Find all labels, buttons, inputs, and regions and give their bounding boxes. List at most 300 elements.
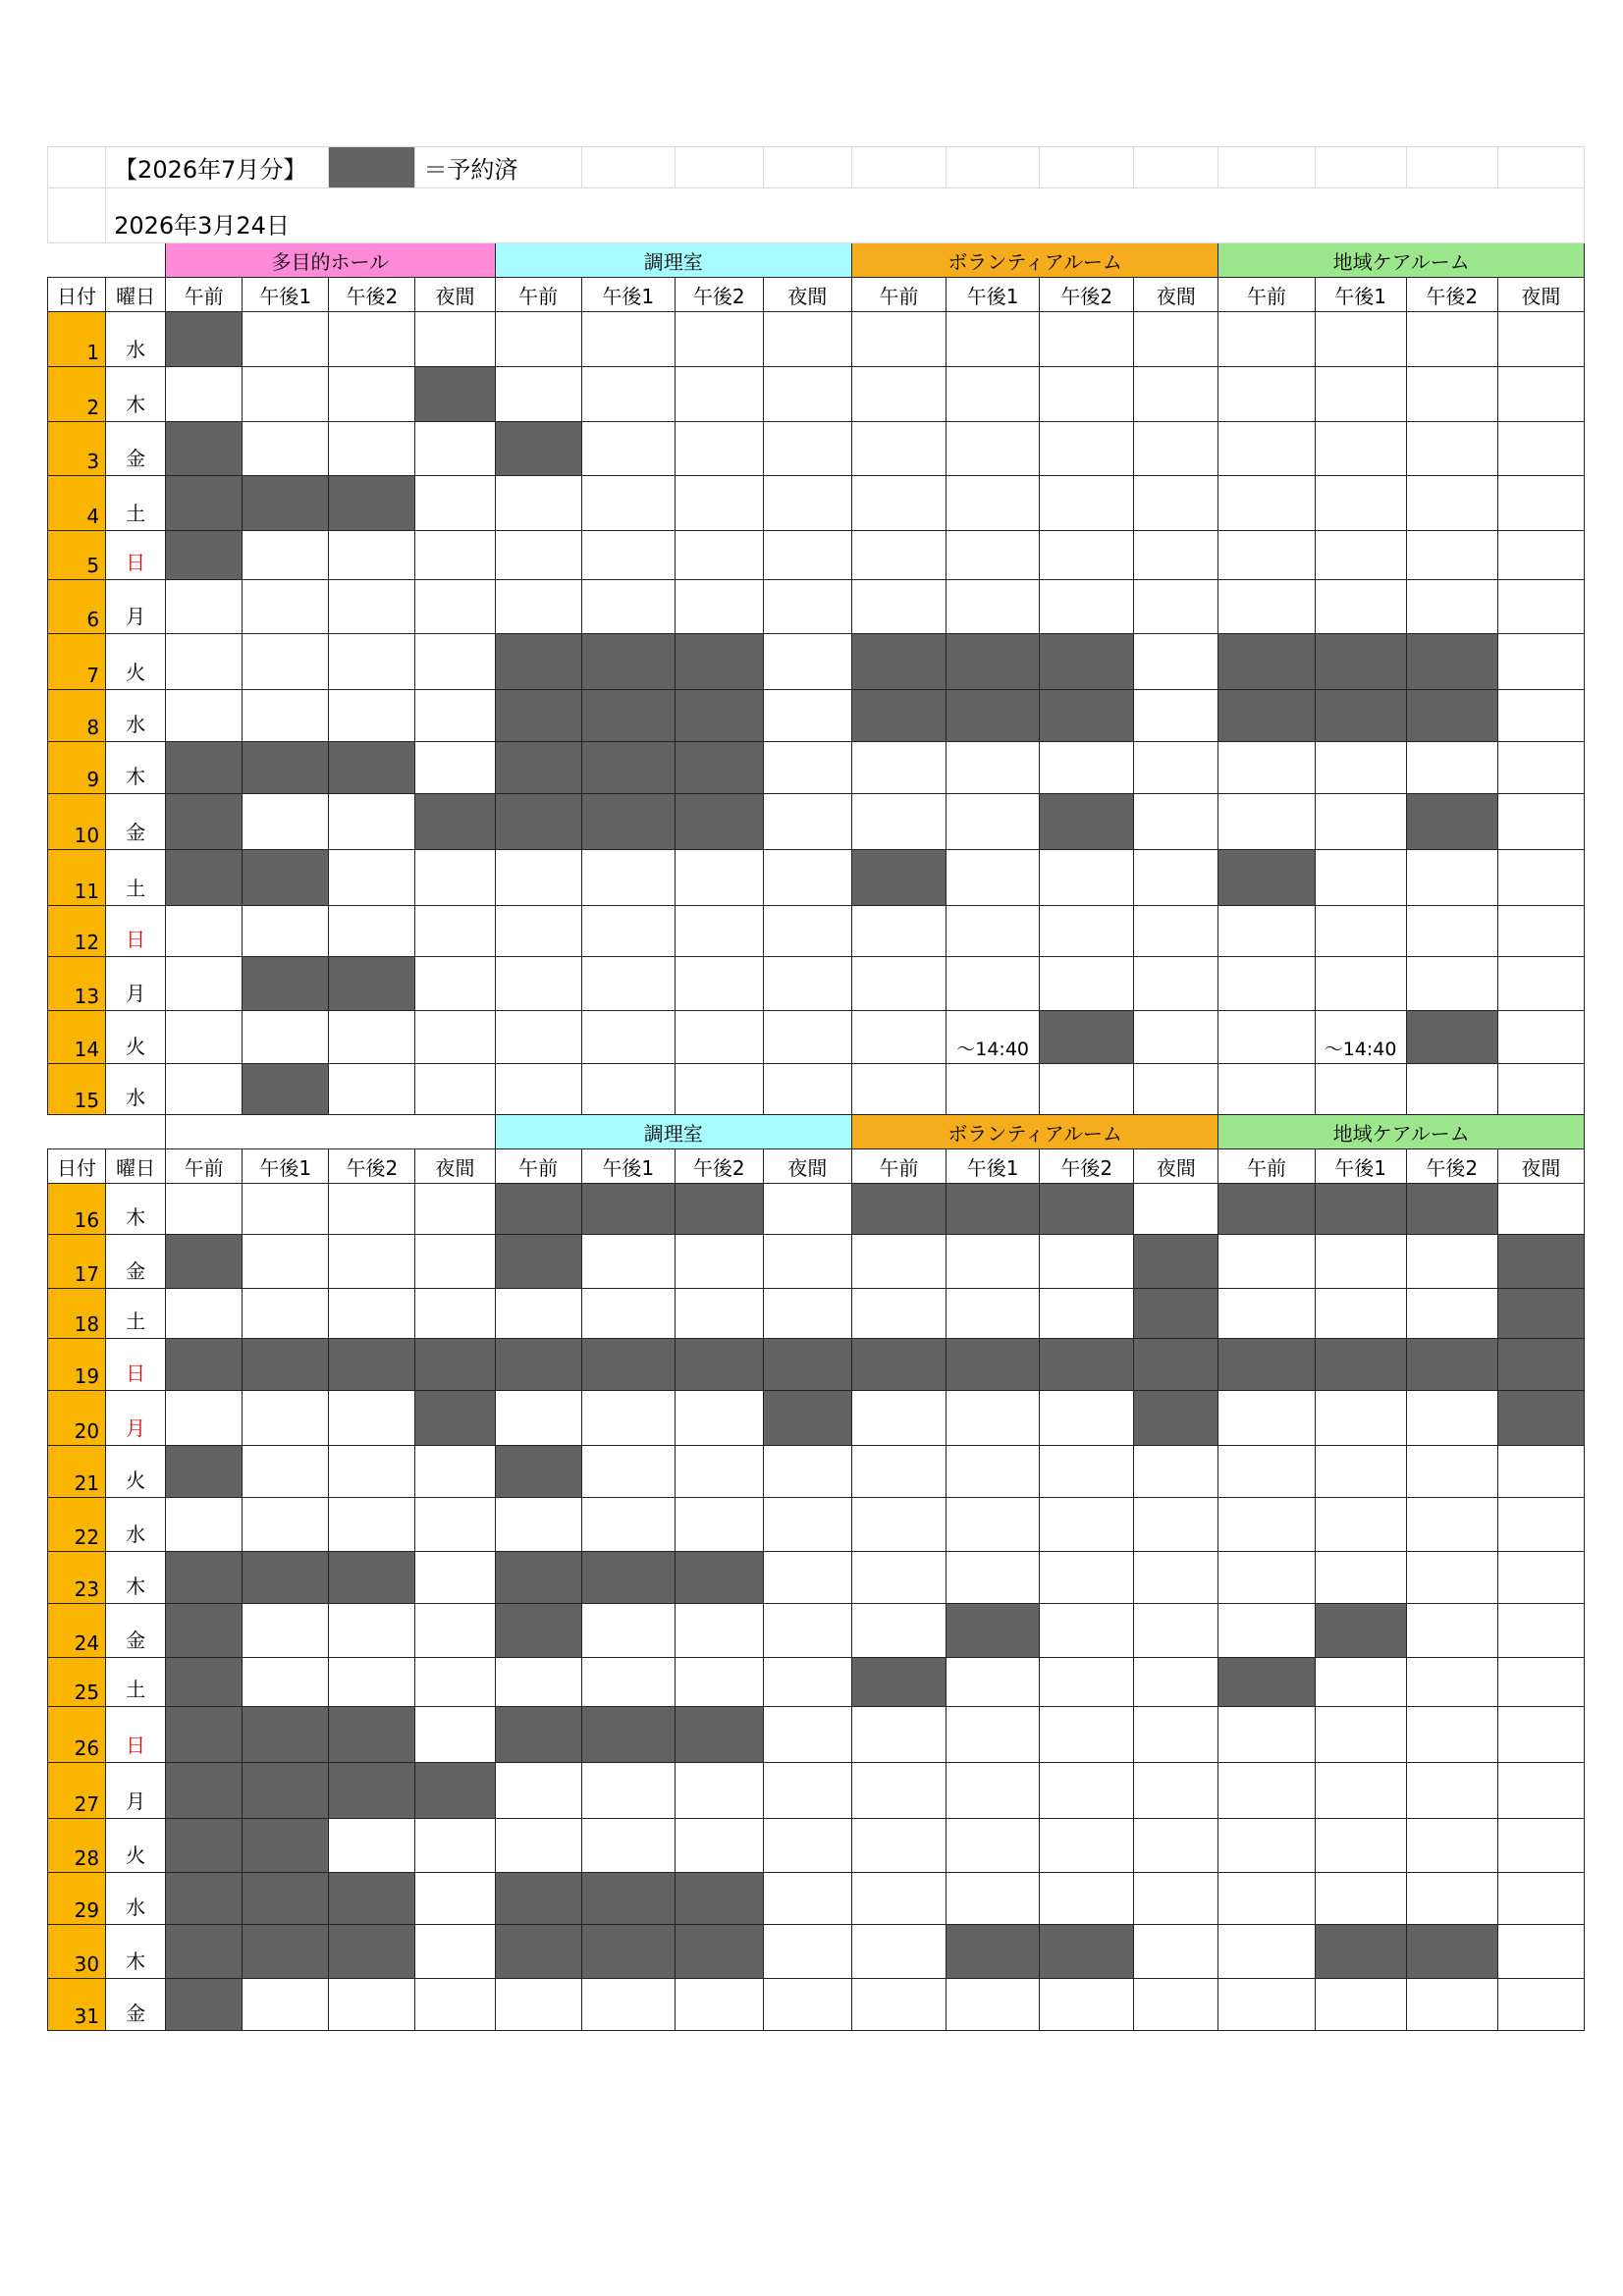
booked-cell [166,794,243,850]
slot-cell [763,742,851,794]
slot-cell [851,742,946,794]
booked-cell [243,1707,329,1763]
booked-cell [415,794,495,850]
slot-cell [1315,906,1406,957]
slot-cell [581,906,675,957]
slot-cell [1134,906,1218,957]
date-cell: 13 [48,957,106,1011]
slot-cell [1497,1873,1584,1925]
slot-cell [851,1979,946,2031]
room-header: 調理室 [495,1115,851,1149]
slot-cell [947,1552,1040,1604]
slot-cell [1406,1391,1497,1446]
slot-cell [1040,1979,1134,2031]
day-row [48,312,1585,367]
booked-cell [675,1339,763,1391]
slot-cell [1497,850,1584,906]
slot-cell [243,794,329,850]
slot-cell [763,367,851,422]
slot-cell [1497,1925,1584,1979]
booked-cell [947,634,1040,690]
slot-cell [675,1819,763,1873]
slot-cell [1218,1235,1315,1289]
slot-cell [1406,957,1497,1011]
date-cell: 23 [48,1552,106,1604]
slot-cell [1497,1498,1584,1552]
slot-header: 午前 [851,278,946,312]
slot-cell [1218,1925,1315,1979]
slot-cell [763,690,851,742]
slot-cell [1497,1011,1584,1064]
slot-cell [415,906,495,957]
slot-cell [675,312,763,367]
blank-cell [1315,147,1406,188]
slot-cell [166,367,243,422]
header-spacer [48,243,166,278]
slot-cell [1218,1289,1315,1339]
date-cell: 27 [48,1763,106,1819]
booked-cell [1497,1235,1584,1289]
slot-cell [166,906,243,957]
slot-cell [1218,1979,1315,2031]
slot-cell [1497,742,1584,794]
slot-cell [1406,312,1497,367]
booked-cell [1040,1925,1134,1979]
booked-cell [1406,1339,1497,1391]
booked-cell [1218,1658,1315,1707]
slot-cell [1134,690,1218,742]
booked-cell [1134,1235,1218,1289]
slot-cell [1497,531,1584,580]
slot-cell [851,1925,946,1979]
room-header-empty [166,1115,495,1149]
booked-cell [581,690,675,742]
slot-cell [1040,580,1134,634]
weekday-cell: 月 [106,580,166,634]
booked-cell [329,1873,415,1925]
slot-cell [415,1707,495,1763]
slot-cell [763,634,851,690]
slot-cell [1315,312,1406,367]
slot-cell [415,690,495,742]
date-cell: 25 [48,1658,106,1707]
slot-cell [947,1707,1040,1763]
booked-cell [166,312,243,367]
blank-cell [1040,147,1134,188]
slot-cell [763,1763,851,1819]
slot-cell [243,1604,329,1658]
slot-cell [166,1184,243,1235]
slot-cell [1218,1011,1315,1064]
slot-cell [1134,422,1218,476]
slot-cell [675,1604,763,1658]
slot-cell [763,794,851,850]
weekday-cell: 日 [106,906,166,957]
slot-cell [415,476,495,531]
date-cell: 15 [48,1064,106,1115]
weekday-cell: 木 [106,1552,166,1604]
slot-cell [1315,1289,1406,1339]
slot-cell [329,1184,415,1235]
slot-cell [851,531,946,580]
slot-cell [329,794,415,850]
slot-cell [243,1391,329,1446]
slot-cell [763,476,851,531]
slot-cell [851,1819,946,1873]
booked-cell [166,1873,243,1925]
slot-cell [1134,1763,1218,1819]
reservation-table [47,146,1585,2031]
booked-cell [495,1339,581,1391]
day-row [48,1184,1585,1235]
slot-header: 午後2 [1040,278,1134,312]
weekday-cell: 金 [106,1979,166,2031]
slot-cell [243,531,329,580]
slot-cell [243,634,329,690]
booked-cell [581,1184,675,1235]
slot-header: 午後2 [675,278,763,312]
weekday-cell: 金 [106,794,166,850]
slot-cell [415,1552,495,1604]
slot-cell [763,1658,851,1707]
slot-cell [1040,531,1134,580]
booked-cell [675,690,763,742]
slot-cell [243,1184,329,1235]
weekday-cell: 金 [106,1235,166,1289]
slot-cell [763,1235,851,1289]
booked-cell [1406,634,1497,690]
slot-cell [763,1979,851,2031]
day-row [48,1819,1585,1873]
slot-cell [1218,957,1315,1011]
slot-cell [329,850,415,906]
slot-cell [851,1235,946,1289]
booked-cell [1315,634,1406,690]
slot-header: 午後2 [329,1149,415,1184]
slot-cell [415,1979,495,2031]
slot-cell [1218,1819,1315,1873]
slot-cell [581,1011,675,1064]
slot-cell [581,476,675,531]
slot-cell [495,1391,581,1446]
slot-cell [1040,957,1134,1011]
slot-cell [329,1235,415,1289]
booked-cell [415,1391,495,1446]
blank-cell [581,147,675,188]
day-row [48,1064,1585,1115]
room-header: ボランティアルーム [851,243,1217,278]
booked-cell [675,1925,763,1979]
slot-cell [1315,1873,1406,1925]
slot-cell [1497,1552,1584,1604]
booked-cell [851,1184,946,1235]
booked-cell [329,476,415,531]
slot-cell [1134,957,1218,1011]
slot-cell [1497,1064,1584,1115]
slot-cell [1497,690,1584,742]
slot-cell [415,1064,495,1115]
slot-cell [495,1763,581,1819]
date-cell: 14 [48,1011,106,1064]
slot-cell [1218,906,1315,957]
date-cell: 16 [48,1184,106,1235]
slot-cell [675,1011,763,1064]
slot-cell [415,1925,495,1979]
slot-cell [1134,1658,1218,1707]
booked-cell [166,476,243,531]
slot-cell [415,1184,495,1235]
col-header-date: 日付 [48,278,106,312]
date-cell: 6 [48,580,106,634]
slot-cell [947,367,1040,422]
booked-cell [329,1763,415,1819]
slot-cell [581,1391,675,1446]
day-row [48,1289,1585,1339]
weekday-cell: 月 [106,1763,166,1819]
slot-cell [495,1658,581,1707]
slot-cell [329,1604,415,1658]
slot-cell [1218,1873,1315,1925]
booked-cell [495,794,581,850]
slot-cell [1315,1819,1406,1873]
slot-cell [1315,1446,1406,1498]
slot-cell [851,1552,946,1604]
slot-cell [675,906,763,957]
booked-cell [763,1339,851,1391]
weekday-cell: 土 [106,1658,166,1707]
booked-cell [243,1064,329,1115]
slot-cell [1315,476,1406,531]
slot-cell [243,312,329,367]
booked-cell [1315,1339,1406,1391]
booked-cell [581,634,675,690]
slot-cell [1134,850,1218,906]
slot-cell [947,794,1040,850]
weekday-cell: 日 [106,1707,166,1763]
slot-cell [495,580,581,634]
slot-cell [763,1707,851,1763]
slot-cell [851,476,946,531]
slot-cell [1134,1552,1218,1604]
slot-cell [1315,1498,1406,1552]
slot-cell [947,742,1040,794]
slot-cell [329,1979,415,2031]
booked-cell [851,634,946,690]
slot-cell [581,1446,675,1498]
booked-cell [166,531,243,580]
slot-cell [243,1658,329,1707]
legend-text: ＝予約済 [415,147,581,188]
booked-cell [495,1925,581,1979]
slot-cell [947,422,1040,476]
slot-cell [581,1235,675,1289]
slot-cell [763,1604,851,1658]
slot-header: 夜間 [1497,1149,1584,1184]
slot-cell [675,1391,763,1446]
booked-cell [495,634,581,690]
slot-cell [1040,1819,1134,1873]
slot-cell [1134,1604,1218,1658]
day-row [48,634,1585,690]
slot-cell [1406,476,1497,531]
slot-cell [763,422,851,476]
slot-cell [243,1446,329,1498]
booked-cell [1406,794,1497,850]
slot-cell [329,1391,415,1446]
slot-cell [1218,794,1315,850]
slot-cell [1406,742,1497,794]
slot-cell [1134,1873,1218,1925]
slot-cell [1406,1064,1497,1115]
blank-cell [947,147,1040,188]
slot-cell [581,957,675,1011]
booked-cell [329,1552,415,1604]
col-header-date: 日付 [48,1149,106,1184]
slot-cell [415,634,495,690]
slot-cell [1497,957,1584,1011]
date-cell: 31 [48,1979,106,2031]
slot-cell [1218,1604,1315,1658]
slot-cell [763,1552,851,1604]
booked-cell [1218,850,1315,906]
slot-cell [1406,1498,1497,1552]
sheet-title: 【2026年7月分】 [106,147,329,188]
slot-cell [1040,906,1134,957]
slot-cell [1218,742,1315,794]
slot-cell [1040,1289,1134,1339]
slot-cell [495,1011,581,1064]
weekday-cell: 火 [106,1819,166,1873]
slot-cell [415,1873,495,1925]
weekday-cell: 日 [106,531,166,580]
slot-cell [1406,1604,1497,1658]
date-cell: 29 [48,1873,106,1925]
booked-cell [495,742,581,794]
slot-cell [1497,422,1584,476]
slot-cell [763,312,851,367]
time-note: ～14:40 [947,1011,1040,1064]
slot-cell [1134,312,1218,367]
slot-cell [166,957,243,1011]
weekday-cell: 日 [106,1339,166,1391]
slot-cell [1315,1064,1406,1115]
slot-cell [763,1184,851,1235]
slot-header: 午後1 [581,1149,675,1184]
slot-cell [581,531,675,580]
slot-cell [495,1064,581,1115]
slot-cell [763,1498,851,1552]
slot-header: 午後2 [675,1149,763,1184]
weekday-cell: 水 [106,1498,166,1552]
slot-cell [329,531,415,580]
slot-header-row-2 [48,1149,1585,1184]
slot-cell [1406,850,1497,906]
slot-cell [1497,1604,1584,1658]
slot-cell [947,1446,1040,1498]
slot-cell [581,1658,675,1707]
slot-header: 午後1 [243,278,329,312]
slot-header: 午前 [495,1149,581,1184]
legend-swatch [329,147,415,188]
booked-cell [675,1552,763,1604]
slot-cell [581,312,675,367]
slot-cell [1497,1707,1584,1763]
room-header: 調理室 [495,243,851,278]
slot-cell [166,634,243,690]
booked-cell [495,1707,581,1763]
weekday-cell: 月 [106,957,166,1011]
slot-cell [675,422,763,476]
weekday-cell: 土 [106,850,166,906]
day-row [48,1925,1585,1979]
slot-header: 午後1 [1315,1149,1406,1184]
slot-cell [1315,1763,1406,1819]
slot-cell [1497,794,1584,850]
slot-cell [763,1011,851,1064]
slot-cell [851,1446,946,1498]
slot-cell [851,422,946,476]
slot-cell [1406,1552,1497,1604]
slot-cell [763,1446,851,1498]
slot-cell [329,1446,415,1498]
booked-cell [851,1658,946,1707]
slot-cell [1040,1658,1134,1707]
slot-cell [675,1763,763,1819]
slot-cell [495,1979,581,2031]
blank-cell [851,147,946,188]
slot-header: 午前 [495,278,581,312]
booked-cell [329,1339,415,1391]
weekday-cell: 金 [106,422,166,476]
booked-cell [166,1925,243,1979]
booked-cell [1497,1391,1584,1446]
slot-header: 夜間 [415,1149,495,1184]
blank-cell [763,147,851,188]
blank-cell [1406,147,1497,188]
booked-cell [1218,1339,1315,1391]
slot-cell [1406,1763,1497,1819]
slot-cell [329,1819,415,1873]
slot-cell [675,1289,763,1339]
booked-cell [1218,690,1315,742]
date-cell: 26 [48,1707,106,1763]
slot-cell [947,1658,1040,1707]
date-cell: 24 [48,1604,106,1658]
slot-cell [1040,367,1134,422]
col-header-dow: 曜日 [106,278,166,312]
slot-cell [1040,1604,1134,1658]
booked-cell [675,1707,763,1763]
slot-cell [763,1064,851,1115]
date-cell: 19 [48,1339,106,1391]
day-row [48,1446,1585,1498]
booked-cell [1406,690,1497,742]
slot-cell [329,1289,415,1339]
slot-cell [763,906,851,957]
booked-cell [947,1925,1040,1979]
room-header-row-2 [48,1115,1585,1149]
slot-cell [329,1064,415,1115]
booked-cell [243,476,329,531]
slot-cell [581,580,675,634]
day-row [48,531,1585,580]
day-row [48,1391,1585,1446]
slot-cell [947,1498,1040,1552]
booked-cell [495,1873,581,1925]
booked-cell [1040,690,1134,742]
slot-cell [675,476,763,531]
date-stamp: 2026年3月24日 [106,188,1585,243]
